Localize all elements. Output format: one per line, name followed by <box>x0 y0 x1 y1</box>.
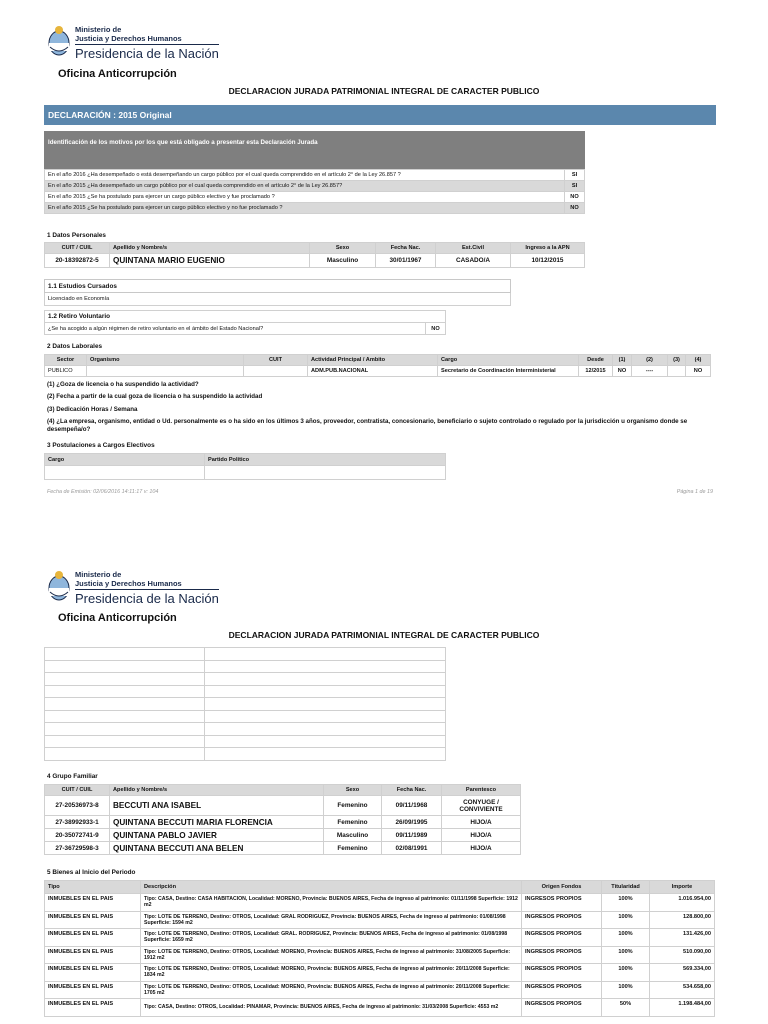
cell: 12/2015 <box>579 366 613 377</box>
cell: INGRESOS PROPIOS <box>522 946 602 964</box>
table-row <box>45 698 446 711</box>
cell <box>668 366 686 377</box>
col-cargo: Cargo <box>45 454 205 466</box>
cell: INGRESOS PROPIOS <box>522 911 602 929</box>
postulaciones-title: 3 Postulaciones a Cargos Electivos <box>47 442 155 449</box>
table-row <box>45 723 446 736</box>
cell: Tipo: LOTE DE TERRENO, Destino: OTROS, Localidad: GRAL. RODRIGUEZ, Provincia: BUENOS AIRES, Fecha de ingreso al patrimonio: 01/08/1998 Superficie: 1659 m2 <box>141 929 522 947</box>
coat-of-arms-icon <box>47 570 71 604</box>
logo-line1: Ministerio de <box>75 570 122 579</box>
cell: INMUEBLES EN EL PAIS <box>45 999 141 1017</box>
motive-answer: NO <box>565 192 585 203</box>
cell: 100% <box>602 946 650 964</box>
laborales-title: 2 Datos Laborales <box>47 343 103 350</box>
cell: INMUEBLES EN EL PAIS <box>45 911 141 929</box>
cell: INMUEBLES EN EL PAIS <box>45 946 141 964</box>
office-name-2: Oficina Anticorrupción <box>58 612 177 624</box>
cell: Femenino <box>324 816 382 829</box>
cell: HIJO/A <box>442 842 521 855</box>
table-row <box>45 911 715 929</box>
table-row <box>45 981 715 999</box>
col-importe: Importe <box>650 881 715 894</box>
table-row <box>45 181 585 192</box>
cell: Secretario de Coordinación Interministerial <box>438 366 579 377</box>
bienes-table <box>44 880 715 1017</box>
cell: 100% <box>602 929 650 947</box>
bienes-title: 5 Bienes al Inicio del Periodo <box>47 869 136 876</box>
cell: ADM.PUB.NACIONAL <box>308 366 438 377</box>
cell: 1.198.484,00 <box>650 999 715 1017</box>
cell: 510.090,00 <box>650 946 715 964</box>
coat-of-arms-icon <box>47 25 71 59</box>
col-1: (1) <box>613 355 632 366</box>
col-tipo: Tipo <box>45 881 141 894</box>
laborales-table <box>44 354 711 377</box>
col-cargo: Cargo <box>438 355 579 366</box>
cell: 26/09/1995 <box>382 816 442 829</box>
cell: 20-18392872-5 <box>45 254 110 268</box>
col-sex: Sexo <box>310 243 376 254</box>
cell: QUINTANA PABLO JAVIER <box>110 829 324 842</box>
table-row <box>45 929 715 947</box>
motives-table <box>44 169 585 214</box>
note-4: (4) ¿La empresa, organismo, entidad o Ud. personalmente es o ha sido en los últimos 3 años, proveedor, contratista, concesionario, beneficiario o sujeto controlado o regulado por la jurisdicción u organismo donde se desempeña/o? <box>47 418 688 433</box>
col-apn: Ingreso a la APN <box>511 243 585 254</box>
motive-question: En el año 2015 ¿Ha desempeñado un cargo público por el cual queda comprendido en el artículo 2° de la Ley 26.857? <box>45 181 565 192</box>
cell: 1.016.954,00 <box>650 894 715 912</box>
continuation-table <box>44 647 446 761</box>
retiro-question: ¿Se ha acogido a algún régimen de retiro voluntario en el ámbito del Estado Nacional? <box>45 323 426 335</box>
cell: Femenino <box>324 842 382 855</box>
table-row <box>45 710 446 723</box>
cell: Tipo: LOTE DE TERRENO, Destino: OTROS, Localidad: GRAL RODRIGUEZ, Provincia: BUENOS AIRES, Fecha de ingreso al patrimonio: 01/08/1998 Superficie: 1594 m2 <box>141 911 522 929</box>
table-row <box>45 192 585 203</box>
page-number: Página 1 de 19 <box>676 489 713 495</box>
cell: 27-38992933-1 <box>45 816 110 829</box>
col-actividad: Actividad Principal / Ambito <box>308 355 438 366</box>
table-row <box>45 203 585 214</box>
cell: HIJO/A <box>442 829 521 842</box>
cell: INGRESOS PROPIOS <box>522 894 602 912</box>
col-parentesco: Parentesco <box>442 785 521 796</box>
cell: 100% <box>602 964 650 982</box>
cell: QUINTANA MARIO EUGENIO <box>110 254 310 268</box>
table-row <box>45 894 715 912</box>
table-row <box>45 366 711 377</box>
table-row <box>45 946 715 964</box>
logo-line3: Presidencia de la Nación <box>75 46 219 61</box>
table-row <box>45 964 715 982</box>
cell: INGRESOS PROPIOS <box>522 964 602 982</box>
table-row <box>45 829 521 842</box>
cell: Femenino <box>324 796 382 816</box>
col-cuit: CUIT / CUIL <box>45 785 110 796</box>
col-desde: Desde <box>579 355 613 366</box>
cell: 20-35072741-9 <box>45 829 110 842</box>
cell: QUINTANA BECCUTI ANA BELEN <box>110 842 324 855</box>
motive-question: En el año 2015 ¿Se ha postulado para ejercer un cargo público electivo y no fue proclamado ? <box>45 203 565 214</box>
col-2: (2) <box>632 355 668 366</box>
col-cuit: CUIT / CUIL <box>45 243 110 254</box>
col-descripcion: Descripción <box>141 881 522 894</box>
cell <box>87 366 244 377</box>
table-row <box>45 816 521 829</box>
motive-answer: SI <box>565 170 585 181</box>
cell: 27-20536973-8 <box>45 796 110 816</box>
col-sector: Sector <box>45 355 87 366</box>
cell: PUBLICO <box>45 366 87 377</box>
cell: 09/11/1968 <box>382 796 442 816</box>
table-row <box>45 673 446 686</box>
note-2: (2) Fecha a partir de la cual goza de licencia o ha suspendido la actividad <box>47 393 263 400</box>
col-4: (4) <box>686 355 711 366</box>
col-name: Apellido y Nombre/s <box>110 243 310 254</box>
declaration-bar: DECLARACIÓN : 2015 Original <box>44 105 716 125</box>
cell: INGRESOS PROPIOS <box>522 981 602 999</box>
cell: HIJO/A <box>442 816 521 829</box>
cell: INGRESOS PROPIOS <box>522 929 602 947</box>
table-row <box>45 735 446 748</box>
document-title-2: DECLARACION JURADA PATRIMONIAL INTEGRAL DE CARACTER PUBLICO <box>228 630 540 640</box>
cell: Tipo: CASA, Destino: CASA HABITACION, Localidad: MORENO, Provincia: BUENOS AIRES, Fecha de ingreso al patrimonio: 01/11/1998 Superficie: 1912 m2 <box>141 894 522 912</box>
cell: CONYUGE / CONVIVIENTE <box>442 796 521 816</box>
cell: 09/11/1989 <box>382 829 442 842</box>
studies-table <box>44 279 511 306</box>
cell: 100% <box>602 894 650 912</box>
logo-line2: Justicia y Derechos Humanos <box>75 34 182 43</box>
cell: 50% <box>602 999 650 1017</box>
motive-question: En el año 2016 ¿Ha desempeñado o está desempeñando un cargo público por el cual queda comprendido en el artículo 2° de la Ley 26.857 ? <box>45 170 565 181</box>
cell: Masculino <box>310 254 376 268</box>
table-row <box>45 660 446 673</box>
table-row <box>45 748 446 761</box>
table-row <box>45 648 446 661</box>
cell: INMUEBLES EN EL PAIS <box>45 964 141 982</box>
cell: 30/01/1967 <box>376 254 436 268</box>
office-name: Oficina Anticorrupción <box>58 68 177 80</box>
cell: Masculino <box>324 829 382 842</box>
table-row <box>45 685 446 698</box>
note-1: (1) ¿Goza de licencia o ha suspendido la actividad? <box>47 381 199 388</box>
col-cuit: CUIT <box>244 355 308 366</box>
col-sex: Sexo <box>324 785 382 796</box>
note-3: (3) Dedicación Horas / Semana <box>47 406 138 413</box>
cell: 131.426,00 <box>650 929 715 947</box>
cell: 02/08/1991 <box>382 842 442 855</box>
personal-table <box>44 242 585 268</box>
motive-answer: SI <box>565 181 585 192</box>
motives-header: Identificación de los motivos por los que está obligado a presentar esta Declaración Jurada <box>44 131 585 169</box>
cell: 27-36729598-3 <box>45 842 110 855</box>
cell: INGRESOS PROPIOS <box>522 999 602 1017</box>
logo-line2: Justicia y Derechos Humanos <box>75 579 182 588</box>
cell: 534.658,00 <box>650 981 715 999</box>
col-birth: Fecha Nac. <box>382 785 442 796</box>
col-3: (3) <box>668 355 686 366</box>
emission-date: Fecha de Emisión: 02/06/2016 14:11:17 v: 104 <box>47 489 159 495</box>
table-row <box>45 842 521 855</box>
cell <box>244 366 308 377</box>
motive-question: En el año 2015 ¿Se ha postulado para ejercer un cargo público electivo y fue proclamado ? <box>45 192 565 203</box>
cell: INMUEBLES EN EL PAIS <box>45 929 141 947</box>
retiro-table <box>44 310 446 335</box>
retiro-answer: NO <box>426 323 446 335</box>
col-name: Apellido y Nombre/s <box>110 785 324 796</box>
cell: 128.800,00 <box>650 911 715 929</box>
motive-answer: NO <box>565 203 585 214</box>
familiar-title: 4 Grupo Familiar <box>47 773 98 780</box>
cell: INMUEBLES EN EL PAIS <box>45 894 141 912</box>
cell: Tipo: LOTE DE TERRENO, Destino: OTROS, Localidad: MORENO, Provincia: BUENOS AIRES, Fecha de ingreso al patrimonio: 31/08/2005 Superficie: 1912 m2 <box>141 946 522 964</box>
studies-value: Licenciado en Economía <box>45 293 511 306</box>
ministry-logo-2 <box>47 570 219 606</box>
cell: BECCUTI ANA ISABEL <box>110 796 324 816</box>
document-title: DECLARACION JURADA PATRIMONIAL INTEGRAL DE CARACTER PUBLICO <box>228 86 540 96</box>
table-row <box>45 254 585 268</box>
cell: NO <box>613 366 632 377</box>
cell: CASADO/A <box>436 254 511 268</box>
table-row <box>45 170 585 181</box>
cell: QUINTANA BECCUTI MARIA FLORENCIA <box>110 816 324 829</box>
table-row <box>45 796 521 816</box>
table-row <box>45 466 446 480</box>
ministry-logo <box>47 25 219 61</box>
cell: 569.334,00 <box>650 964 715 982</box>
cell: 100% <box>602 911 650 929</box>
col-titularidad: Titularidad <box>602 881 650 894</box>
postulaciones-table <box>44 453 446 480</box>
cell: NO <box>686 366 711 377</box>
col-organismo: Organismo <box>87 355 244 366</box>
cell: 100% <box>602 981 650 999</box>
cell: INMUEBLES EN EL PAIS <box>45 981 141 999</box>
table-row <box>45 999 715 1017</box>
cell: Tipo: LOTE DE TERRENO, Destino: OTROS, Localidad: MORENO, Provincia: BUENOS AIRES, Fecha de ingreso al patrimonio: 20/11/2008 Superficie: 1705 m2 <box>141 981 522 999</box>
col-partido: Partido Político <box>205 454 446 466</box>
cell: 10/12/2015 <box>511 254 585 268</box>
personal-title: 1 Datos Personales <box>47 232 106 239</box>
logo-line1: Ministerio de <box>75 25 122 34</box>
logo-line3: Presidencia de la Nación <box>75 591 219 606</box>
familiar-table <box>44 784 521 855</box>
cell: Tipo: CASA, Destino: OTROS, Localidad: PINAMAR, Provincia: BUENOS AIRES, Fecha de ingreso al patrimonio: 31/03/2008 Superficie: 4553 m2 <box>141 999 522 1017</box>
cell: Tipo: LOTE DE TERRENO, Destino: OTROS, Localidad: MORENO, Provincia: BUENOS AIRES, Fecha de ingreso al patrimonio: 20/11/2008 Superficie: 1834 m2 <box>141 964 522 982</box>
retiro-title: 1.2 Retiro Voluntario <box>45 311 446 323</box>
col-civil: Est.Civil <box>436 243 511 254</box>
col-origen: Origen Fondos <box>522 881 602 894</box>
cell: ---- <box>632 366 668 377</box>
studies-title: 1.1 Estudios Cursados <box>45 280 511 293</box>
col-birth: Fecha Nac. <box>376 243 436 254</box>
